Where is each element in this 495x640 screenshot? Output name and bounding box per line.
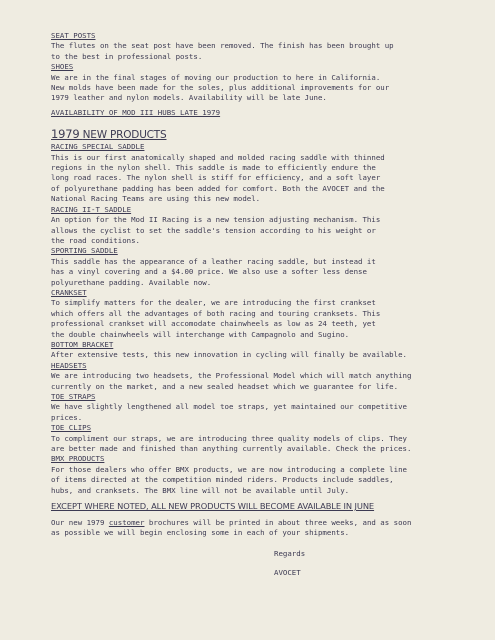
product-bottom-bracket (51, 340, 473, 361)
product-heading: HEADSETS (51, 360, 87, 370)
product-body: We are introducing two headsets, the Professional Model which will match anything currently on the market, and a new sealed headset which we guarantee for life. (51, 371, 412, 391)
product-racing-special-saddle (51, 142, 473, 204)
product-sporting-saddle (51, 246, 473, 288)
section-body: The flutes on the seat post have been removed. The finish has been brought up to the best in professional posts. (51, 41, 394, 61)
product-bmx-products (51, 454, 473, 496)
product-body: We have slightly lengthened all model toe straps, yet maintained our competitive prices. (51, 402, 407, 422)
availability-note: AVAILABILITY OF MOD III HUBS LATE 1979 (51, 107, 221, 117)
product-heading: RACING II-T SADDLE (51, 204, 132, 214)
section-heading: SHOES (51, 62, 74, 72)
product-heading: CRANKSET (51, 287, 87, 297)
product-body: This is our first anatomically shaped and molded racing saddle with thinned regions in the nylon shell. This saddle is made to efficiently endure the long road races. The nylon shell is stiff for efficiency, and a soft layer of polyurethane padding has been added for comfort. Both the AVOCET and the National Racing Teams are using this new model. (51, 152, 385, 204)
product-heading: TOE STRAPS (51, 392, 96, 401)
product-body: To simplify matters for the dealer, we are introducing the first crankset which offers all the advantages of both racing and touring cranksets. This professional crankset will accomodate chainwheels as low as 24 teeth, yet the double chainwheels will interchange with Campagnolo and Sugino. (51, 298, 381, 339)
closing-underlined-word: customer (108, 518, 145, 528)
product-heading: BMX PRODUCTS (51, 454, 105, 464)
section-seat-posts (51, 31, 473, 62)
letter-page (51, 31, 473, 588)
new-products-year: 1979 (51, 127, 80, 142)
closing-paragraph (51, 518, 473, 539)
product-heading: RACING SPECIAL SADDLE (51, 142, 145, 152)
section-heading: SEAT POSTS (51, 31, 96, 40)
product-toe-clips (51, 423, 473, 454)
signer-name: AVOCET (274, 568, 301, 578)
product-body: To compliment our straps, we are introducing three quality models of clips. They are better made and finished than anything currently available. Check the prices. (51, 433, 412, 454)
product-crankset (51, 288, 473, 340)
signature-block (274, 549, 473, 579)
closing-text-start: Our new 1979 (51, 518, 109, 528)
product-heading: BOTTOM BRACKET (51, 339, 114, 349)
regards-text: Regards (274, 548, 306, 558)
product-racing-ii-t-saddle (51, 205, 473, 247)
product-body: After extensive tests, this new innovation in cycling will finally be available. (51, 350, 407, 360)
availability-notice: EXCEPT WHERE NOTED, ALL NEW PRODUCTS WILL BECOME AVAILABLE IN JUNE (51, 501, 375, 512)
product-body: This saddle has the appearance of a leather racing saddle, but instead it has a vinyl covering and a $4.00 price. We also use a softer less dense polyurethane padding. Available now. (51, 256, 376, 287)
product-body: An option for the Mod II Racing is a new tension adjusting mechanism. This allows the cyclist to set the saddle's tension according to his weight or the road conditions. (51, 215, 381, 245)
product-heading: TOE CLIPS (51, 423, 92, 433)
section-body: We are in the final stages of moving our production to here in California. New molds have been made for the soles, plus additional improvements for our 1979 leather and nylon models. Availability will be late June. (51, 72, 390, 103)
new-products-label: NEW PRODUCTS (82, 129, 167, 142)
closing-text-end: brochures will be printed in about three weeks, and as soon as possible we will begin enclosing some in each of your shipments. (51, 518, 412, 538)
section-shoes (51, 62, 473, 104)
product-body: For those dealers who offer BMX products, we are now introducing a complete line of items directed at the competition minded riders. Products include saddles, hubs, and cranksets. The BMX line will not be available until July. (51, 464, 407, 495)
product-toe-straps (51, 392, 473, 423)
product-headsets (51, 361, 473, 392)
product-heading: SPORTING SADDLE (51, 246, 118, 256)
new-products-title (51, 128, 473, 142)
